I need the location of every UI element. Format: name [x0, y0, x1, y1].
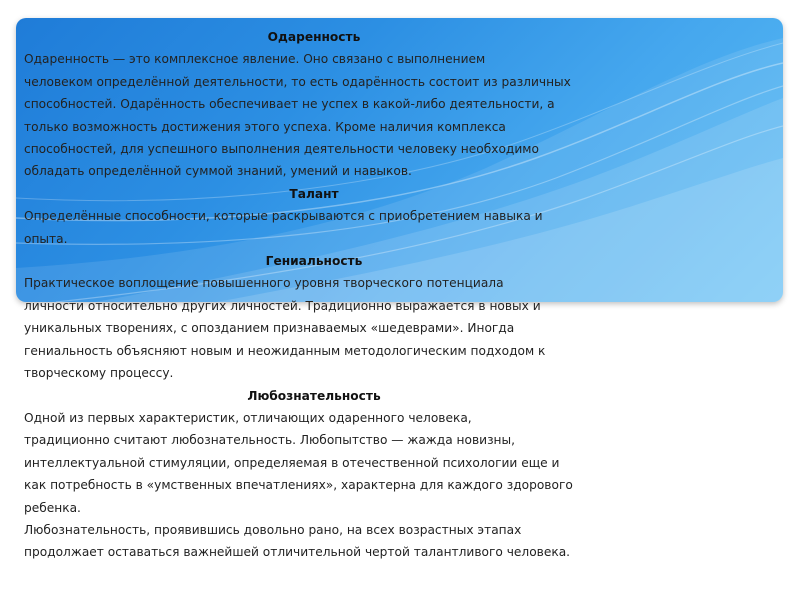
section-title-odarennost: Одаренность [267, 30, 361, 44]
paragraph-line: способностей. Одарённость обеспечивает не успех в какой-либо деятельности, а [24, 97, 555, 112]
paragraph-line: человеком определённой деятельности, то есть одарённость состоит из различных [24, 74, 571, 89]
section-title-talant: Талант [289, 186, 339, 201]
paragraph-line: Определённые способности, которые раскрываются с приобретением навыка и [24, 209, 543, 224]
paragraph-line: гениальность объясняют новым и неожиданным методологическим подходом к [24, 343, 546, 358]
paragraph-line: как потребность в «умственных впечатлениях», характерна для каждого здорового [24, 478, 573, 493]
paragraph-line: личности относительно других личностей. Традиционно выражается в новых и [24, 298, 541, 313]
paragraph-line: творческому процессу. [24, 366, 174, 381]
paragraph-line: опыта. [24, 231, 68, 246]
paragraph-line: способностей, для успешного выполнения деятельности человеку необходимо [24, 142, 539, 157]
paragraph-line: Практическое воплощение повышенного уровня творческого потенциала [24, 276, 504, 291]
paragraph-line: продолжает оставаться важнейшей отличительной чертой талантливого человека. [24, 545, 571, 560]
paragraph-line: ребенка. [24, 500, 81, 515]
section-title-genialnost: Гениальность [265, 254, 363, 269]
paragraph-line: обладать определённой суммой знаний, умений и навыков. [24, 164, 412, 179]
section-title-lyuboznatelnost: Любознательность [247, 388, 381, 403]
paragraph-line: Одаренность — это комплексное явление. Оно связано с выполнением [24, 52, 486, 67]
paragraph-line: Любознательность, проявившись довольно рано, на всех возрастных этапах [24, 522, 522, 537]
paragraph-line: уникальных творениях, с опозданием признаваемых «шедеврами». Иногда [24, 321, 515, 336]
paragraph-line: только возможность достижения этого успеха. Кроме наличия комплекса [24, 119, 506, 134]
paragraph-line: интеллектуальной стимуляции, определяемая в отечественной психологии еще и [24, 455, 560, 470]
paragraph-line: традиционно считают любознательность. Любопытство — жажда новизны, [24, 433, 516, 448]
text-content [24, 26, 604, 564]
paragraph-line: Одной из первых характеристик, отличающих одаренного человека, [24, 410, 472, 425]
